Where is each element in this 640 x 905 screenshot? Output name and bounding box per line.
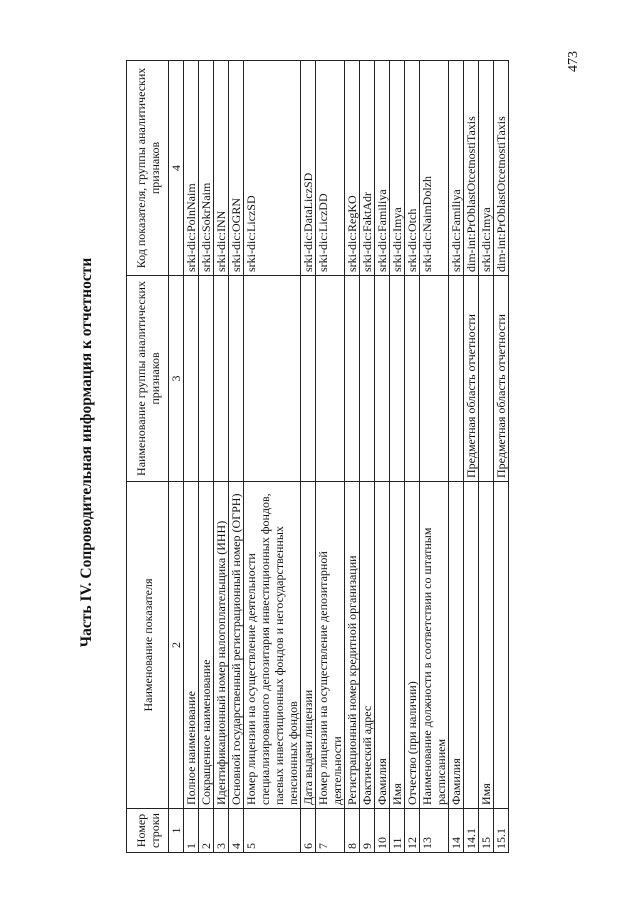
column-number: 4 — [169, 61, 184, 276]
indicator-name-cell: Фактический адрес — [360, 482, 375, 809]
row-number-cell: 11 — [390, 809, 405, 853]
row-number-cell: 12 — [405, 809, 420, 853]
header-row — [127, 61, 169, 853]
indicator-name-cell: Отчество (при наличии) — [405, 482, 420, 809]
table-row — [479, 61, 494, 853]
row-number-cell: 2 — [199, 809, 214, 853]
row-number-cell: 10 — [375, 809, 390, 853]
column-number: 3 — [169, 276, 184, 482]
row-number-cell: 9 — [360, 809, 375, 853]
group-name-cell: Предметная область отчетности — [494, 276, 509, 482]
row-number-cell: 7 — [316, 809, 345, 853]
table-row — [244, 61, 301, 853]
row-number-cell: 1 — [184, 809, 199, 853]
row-number-cell: 4 — [229, 809, 244, 853]
table-row — [229, 61, 244, 853]
group-name-cell — [214, 276, 229, 482]
indicator-code-cell: srki-dic:Familiya — [449, 61, 464, 276]
indicator-code-cell: srki-dic:SokrNaim — [199, 61, 214, 276]
table-row — [316, 61, 345, 853]
header-row-number: Номер строки — [127, 809, 169, 853]
indicator-code-cell: srki-dic:NaimDolzh — [420, 61, 449, 276]
indicator-code-cell: srki-dic:OGRN — [229, 61, 244, 276]
row-number-cell: 15 — [479, 809, 494, 853]
table-row — [464, 61, 479, 853]
table-row — [420, 61, 449, 853]
indicator-name-cell: Дата выдачи лицензии — [301, 482, 316, 809]
row-number-cell: 6 — [301, 809, 316, 853]
table-row — [199, 61, 214, 853]
row-number-cell: 14 — [449, 809, 464, 853]
indicator-code-cell: srki-dic:FaktAdr — [360, 61, 375, 276]
group-name-cell — [301, 276, 316, 482]
page-title: Часть IV. Сопроводительная информация к отчетности — [78, 257, 95, 648]
group-name-cell — [316, 276, 345, 482]
indicator-name-cell — [464, 482, 479, 809]
indicator-name-cell: Сокращенное наименование — [199, 482, 214, 809]
table-row — [301, 61, 316, 853]
group-name-cell — [345, 276, 360, 482]
indicator-name-cell: Полное наименование — [184, 482, 199, 809]
group-name-cell — [420, 276, 449, 482]
table-row — [375, 61, 390, 853]
table-body — [184, 61, 509, 853]
indicator-code-cell: srki-dic:INN — [214, 61, 229, 276]
indicator-name-cell: Фамилия — [449, 482, 464, 809]
group-name-cell — [244, 276, 301, 482]
group-name-cell — [390, 276, 405, 482]
group-name-cell — [199, 276, 214, 482]
indicator-code-cell: srki-dic:RegKO — [345, 61, 360, 276]
column-number: 1 — [169, 809, 184, 853]
group-name-cell — [375, 276, 390, 482]
row-number-cell: 8 — [345, 809, 360, 853]
table-row — [184, 61, 199, 853]
indicator-code-cell: dim-int:PrOblastOtcetnostiTaxis — [464, 61, 479, 276]
table-row — [214, 61, 229, 853]
indicator-code-cell: dim-int:PrOblastOtcetnostiTaxis — [494, 61, 509, 276]
indicator-code-cell: srki-dic:Imya — [390, 61, 405, 276]
table-row — [390, 61, 405, 853]
row-number-cell: 3 — [214, 809, 229, 853]
page-number: 473 — [566, 51, 581, 72]
indicator-code-cell: srki-dic:PolnNaim — [184, 61, 199, 276]
report-table — [126, 60, 509, 853]
indicator-name-cell: Номер лицензии на осуществление деятельности специализированного депозитария инвестиционных фондов, паевых инвестиционных фондов и негосударственных пенсионных фондов — [244, 482, 301, 809]
table-row — [405, 61, 420, 853]
indicator-code-cell: srki-dic:Otch — [405, 61, 420, 276]
indicator-name-cell: Регистрационный номер кредитной организации — [345, 482, 360, 809]
indicator-name-cell: Номер лицензии на осуществление депозитарной деятельности — [316, 482, 345, 809]
indicator-code-cell: srki-dic:Imya — [479, 61, 494, 276]
row-number-cell: 5 — [244, 809, 301, 853]
header-code: Код показателя, группы аналитических признаков — [127, 61, 169, 276]
column-number: 2 — [169, 482, 184, 809]
indicator-name-cell: Идентификационный номер налогоплательщика (ИНН) — [214, 482, 229, 809]
row-number-cell: 13 — [420, 809, 449, 853]
table-row — [494, 61, 509, 853]
indicator-name-cell — [494, 482, 509, 809]
indicator-name-cell: Наименование должности в соответствии со штатным расписанием — [420, 482, 449, 809]
header-indicator-name: Наименование показателя — [127, 482, 169, 809]
indicator-name-cell: Имя — [479, 482, 494, 809]
indicator-name-cell: Фамилия — [375, 482, 390, 809]
column-number-row — [169, 61, 184, 853]
header-group-name: Наименование группы аналитических признаков — [127, 276, 169, 482]
group-name-cell — [229, 276, 244, 482]
group-name-cell — [449, 276, 464, 482]
group-name-cell — [360, 276, 375, 482]
group-name-cell: Предметная область отчетности — [464, 276, 479, 482]
group-name-cell — [479, 276, 494, 482]
indicator-code-cell: srki-dic:LiczSD — [244, 61, 301, 276]
group-name-cell — [184, 276, 199, 482]
table-row — [360, 61, 375, 853]
indicator-code-cell: srki-dic:LiczDD — [316, 61, 345, 276]
group-name-cell — [405, 276, 420, 482]
indicator-name-cell: Имя — [390, 482, 405, 809]
table-row — [449, 61, 464, 853]
indicator-name-cell: Основной государственный регистрационный номер (ОГРН) — [229, 482, 244, 809]
row-number-cell: 14.1 — [464, 809, 479, 853]
table-row — [345, 61, 360, 853]
row-number-cell: 15.1 — [494, 809, 509, 853]
indicator-code-cell: srki-dic:Familiya — [375, 61, 390, 276]
indicator-code-cell: srki-dic:DataLiczSD — [301, 61, 316, 276]
